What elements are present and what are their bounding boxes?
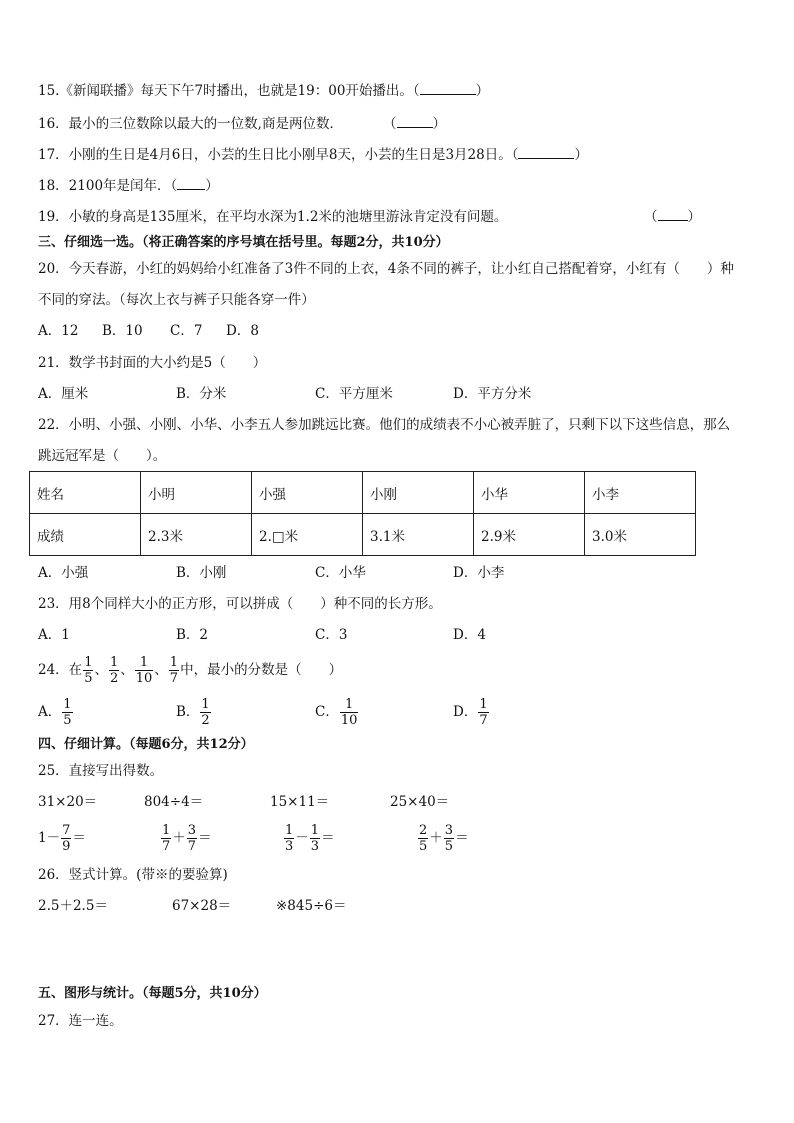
question-19: [38, 208, 507, 226]
fraction: $\frac{1}{10}$: [340, 696, 358, 728]
option-c[interactable]: C．7: [170, 323, 203, 339]
fraction: $\frac{3}{7}$: [187, 822, 197, 854]
option-c[interactable]: C．小华: [315, 565, 366, 581]
option-b[interactable]: B．2: [176, 627, 209, 643]
calc-item: 31×20＝: [38, 794, 98, 810]
table-cell: 3.1米: [363, 514, 474, 556]
question-17-text: 17．小刚的生日是4月6日，小芸的生日比小刚早8天，小芸的生日是3月28日。（: [38, 147, 519, 163]
fraction: $\frac{1}{2}$: [201, 696, 210, 728]
option-d[interactable]: D．平方分米: [453, 386, 532, 402]
fraction: $\frac{1}{5}$: [84, 654, 93, 686]
question-24: 24．在 $\frac{1}{5}$ 、 $\frac{1}{2}$ 、 $\frac{1}{10}$ 、 $\frac{1}{7}$ 中，最小的分数是（ ）: [38, 654, 343, 686]
question-18-text: 18．2100年是闰年．（: [38, 178, 178, 194]
question-25: 25．直接写出得数。: [38, 763, 164, 779]
calc-item: 25×40＝: [390, 794, 450, 810]
calc-item: ※845÷6＝: [276, 898, 347, 914]
calc-item: 15×11＝: [270, 794, 330, 810]
section-5-heading: 五、图形与统计。（每题5分，共10分）: [38, 986, 267, 1001]
option-b[interactable]: B．分米: [176, 386, 227, 402]
fraction: $\frac{1}{5}$: [63, 696, 72, 728]
option-b[interactable]: B． $\frac{1}{2}$: [176, 696, 210, 728]
option-b[interactable]: B．10: [102, 323, 143, 339]
option-a[interactable]: A． $\frac{1}{5}$: [38, 696, 72, 728]
calc-item: 67×28＝: [172, 898, 232, 914]
table-row: [30, 472, 696, 514]
table-row: [30, 514, 696, 556]
table-cell: 3.0米: [585, 514, 696, 556]
calc-item: 2.5＋2.5＝: [38, 898, 108, 914]
question-15-text: 15.《新闻联播》每天下午7时播出，也就是19：00开始播出。（: [38, 83, 420, 99]
fraction: $\frac{7}{9}$: [62, 822, 71, 854]
score-table: [29, 471, 696, 556]
option-a[interactable]: A．1: [38, 627, 70, 643]
question-19-text: 19．小敏的身高是135厘米，在平均水深为1.2米的池塘里游泳肯定没有问题。: [38, 209, 508, 225]
option-a[interactable]: A．12: [38, 323, 79, 339]
table-cell: 小李: [585, 472, 696, 514]
option-d[interactable]: D．8: [226, 323, 259, 339]
option-b[interactable]: B．小刚: [176, 565, 227, 581]
question-17: 17．小刚的生日是4月6日，小芸的生日比小刚早8天，小芸的生日是3月28日。（ ）: [38, 147, 588, 163]
fraction: $\frac{1}{3}$: [310, 822, 320, 854]
question-15: 15.《新闻联播》每天下午7时播出，也就是19：00开始播出。（ ）: [38, 83, 490, 99]
question-22-line-1: 22．小明、小强、小刚、小华、小李五人参加跳远比赛。他们的成绩表不小心被弄脏了，只剩下以下这些信息，那么: [38, 417, 731, 433]
option-d[interactable]: D． $\frac{1}{7}$: [453, 696, 488, 728]
question-20-line-2: 不同的穿法。（每次上衣与裤子只能各穿一件）: [38, 292, 315, 308]
question-21: 21．数学书封面的大小约是5（ ）: [38, 355, 267, 371]
question-27: 27．连一连。: [38, 1013, 123, 1029]
fraction: $\frac{3}{5}$: [444, 822, 454, 854]
fraction: $\frac{1}{7}$: [479, 696, 488, 728]
table-cell: 2.9米: [474, 514, 585, 556]
question-22-line-2: 跳远冠军是（ ）。: [38, 448, 167, 464]
option-d[interactable]: D．4: [453, 627, 486, 643]
calc-item: 1－ $\frac{7}{9}$ ＝: [38, 822, 86, 854]
option-a[interactable]: A．小强: [38, 565, 89, 581]
answer-blank[interactable]: [397, 115, 433, 128]
calc-item: $\frac{1}{3}$ － $\frac{1}{3}$ ＝: [285, 822, 335, 854]
section-4-heading: 四、仔细计算。（每题6分，共12分）: [38, 737, 254, 752]
answer-blank[interactable]: [420, 82, 476, 95]
option-c[interactable]: C．3: [315, 627, 348, 643]
question-20-line-1: 20．今天春游，小红的妈妈给小红准备了3件不同的上衣，4条不同的裤子，让小红自己搭配着穿，小红有（ ）种: [38, 261, 734, 277]
section-3-heading: 三、仔细选一选。（将正确答案的序号填在括号里。每题2分，共10分）: [38, 235, 449, 250]
fraction: $\frac{1}{7}$: [162, 822, 171, 854]
table-cell: 小华: [474, 472, 585, 514]
question-23: 23．用8个同样大小的正方形，可以拼成（ ）种不同的长方形。: [38, 596, 442, 612]
question-18: 18．2100年是闰年．（ ）: [38, 178, 219, 194]
table-cell: 小明: [141, 472, 252, 514]
option-d[interactable]: D．小李: [453, 565, 505, 581]
table-cell: 姓名: [30, 472, 141, 514]
fraction: $\frac{2}{5}$: [419, 822, 428, 854]
option-a[interactable]: A．厘米: [38, 386, 89, 402]
answer-blank[interactable]: [518, 146, 574, 159]
fraction: $\frac{1}{3}$: [285, 822, 294, 854]
question-16-answer: （ ）: [383, 116, 446, 132]
question-19-answer: （ ）: [644, 209, 701, 225]
table-cell: 小刚: [363, 472, 474, 514]
option-c[interactable]: C． $\frac{1}{10}$: [315, 696, 358, 728]
fraction: $\frac{1}{2}$: [109, 654, 119, 686]
answer-blank[interactable]: [658, 208, 688, 221]
calc-item: $\frac{1}{7}$ ＋ $\frac{3}{7}$ ＝: [162, 822, 212, 854]
option-c[interactable]: C．平方厘米: [315, 386, 393, 402]
question-26: 26．竖式计算。(带※的要验算): [38, 867, 228, 883]
table-cell: 成绩: [30, 514, 141, 556]
fraction: $\frac{1}{10}$: [135, 654, 153, 686]
table-cell: 2.3米: [141, 514, 252, 556]
calc-item: 804÷4＝: [144, 794, 204, 810]
calc-item: $\frac{2}{5}$ ＋ $\frac{3}{5}$ ＝: [419, 822, 469, 854]
table-cell: 2.□米: [252, 514, 363, 556]
fraction: $\frac{1}{7}$: [169, 654, 179, 686]
answer-blank[interactable]: [177, 177, 205, 190]
question-16-text: 16．最小的三位数除以最大的一位数,商是两位数．: [38, 116, 343, 132]
question-16: [38, 115, 343, 133]
table-cell: 小强: [252, 472, 363, 514]
